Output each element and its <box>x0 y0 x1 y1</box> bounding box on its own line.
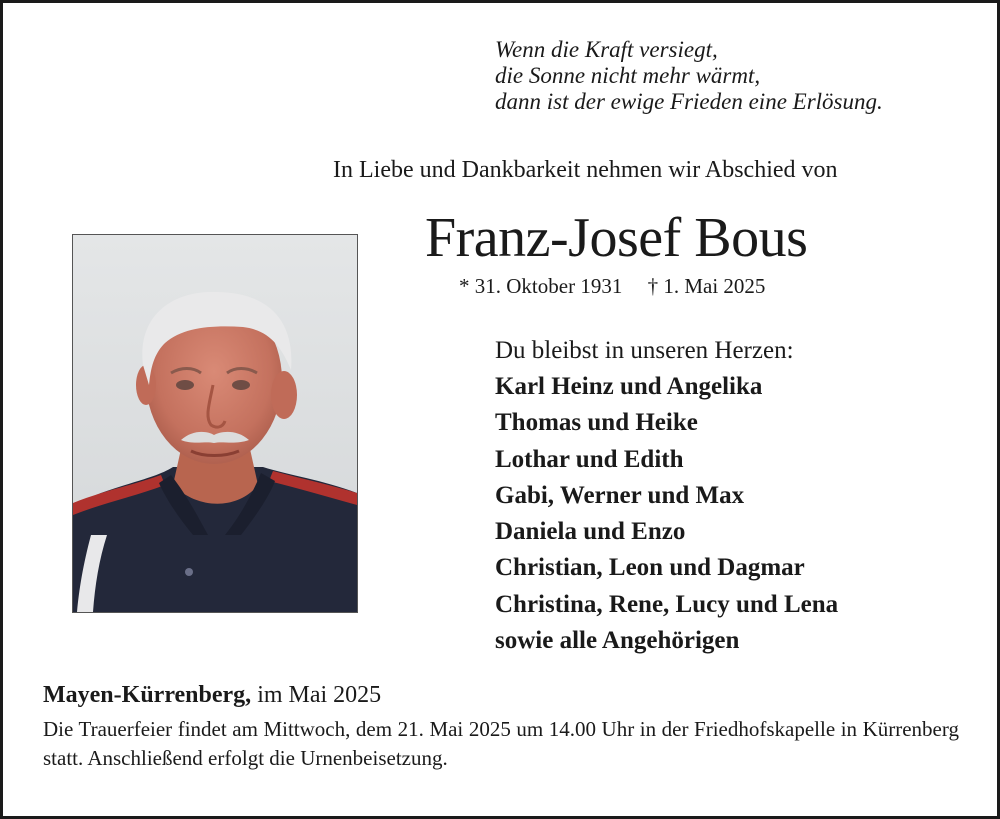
mourners-list <box>495 369 975 659</box>
poem-line-2: die Sonne nicht mehr wärmt, <box>495 63 761 88</box>
mourner-name: sowie alle Angehörigen <box>495 627 740 655</box>
death-date: † 1. Mai 2025 <box>647 274 766 298</box>
place-date: im Mai 2025 <box>257 682 382 708</box>
mourner-name: Gabi, Werner und Max <box>495 481 745 509</box>
poem-line-3: dann ist der ewige Frieden eine Erlösung. <box>495 89 883 114</box>
farewell-intro: In Liebe und Dankbarkeit nehmen wir Abschied von <box>333 157 838 183</box>
poem <box>495 37 975 115</box>
birth-date: * 31. Oktober 1931 <box>459 274 623 298</box>
mourner-name: Christian, Leon und Dagmar <box>495 554 805 582</box>
place-and-date <box>43 679 943 711</box>
ceremony-info: Die Trauerfeier findet am Mittwoch, dem 21. Mai 2025 um 14.00 Uhr in der Friedhofskapelle in Kürrenberg statt. Anschließend erfolgt die Urnenbeisetzung. <box>43 717 959 770</box>
portrait-photo <box>72 234 358 613</box>
mourners-heading: Du bleibst in unseren Herzen: <box>495 337 794 364</box>
poem-line-1: Wenn die Kraft versiegt, <box>495 37 718 62</box>
mourner-name: Christina, Rene, Lucy und Lena <box>495 590 839 618</box>
mourner-name: Lothar und Edith <box>495 445 684 473</box>
deceased-name: Franz-Josef Bous <box>425 207 808 269</box>
mourner-name: Daniela und Enzo <box>495 518 686 546</box>
mourner-name: Karl Heinz und Angelika <box>495 373 763 400</box>
life-dates <box>459 272 959 300</box>
place-town: Mayen-Kürrenberg, <box>43 682 252 708</box>
mourner-name: Thomas und Heike <box>495 409 698 437</box>
